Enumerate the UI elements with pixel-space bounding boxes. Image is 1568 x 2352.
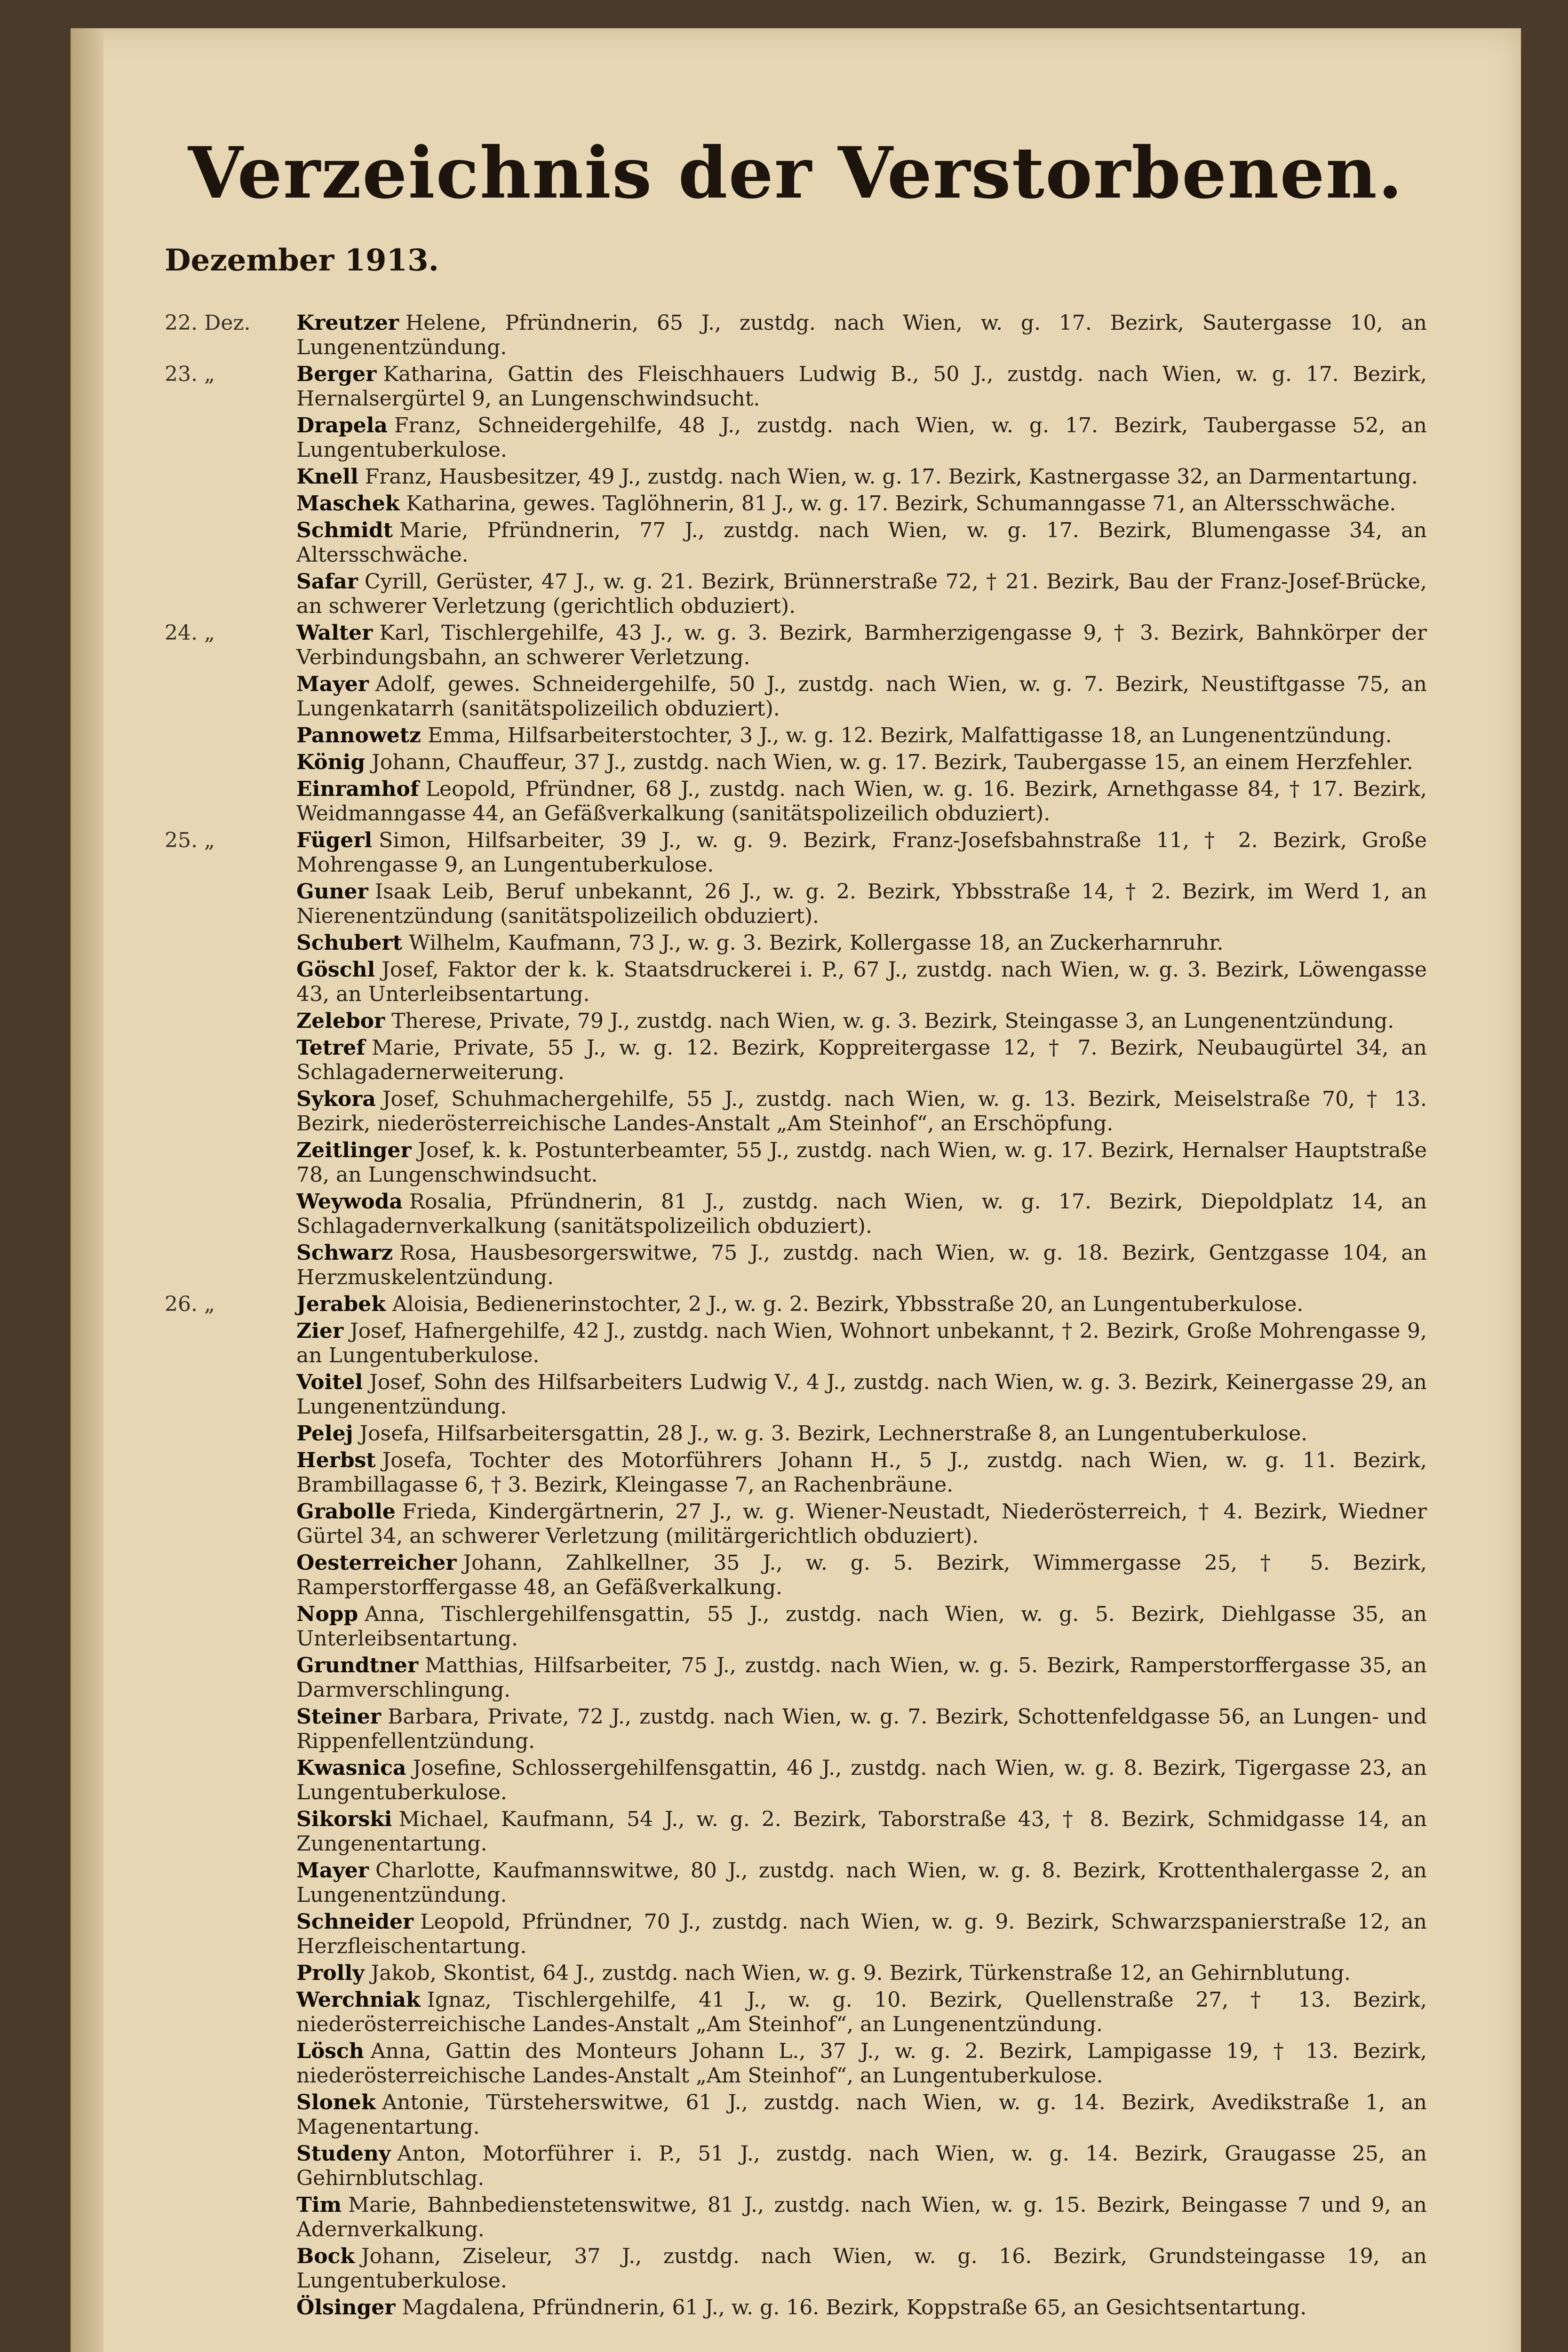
deceased-surname: Mayer — [296, 1859, 369, 1883]
deceased-surname: Kwasnica — [296, 1756, 406, 1780]
deceased-surname: Einramhof — [296, 777, 419, 801]
entry-details: Josefa, Hilfsarbeitersgattin, 28 J., w. g. 3. Bezirk, Lechnerstraße 8, an Lungentuberkulose. — [359, 1422, 1308, 1446]
deceased-surname: Grundtner — [296, 1653, 418, 1677]
entry-body — [296, 1910, 1427, 1959]
deceased-surname: Mayer — [296, 672, 369, 696]
register-entry — [165, 570, 1427, 619]
entry-body — [296, 1190, 1427, 1239]
entry-details: Therese, Private, 79 J., zustdg. nach Wien, w. g. 3. Bezirk, Steingasse 3, an Lungenentzündung. — [391, 1009, 1394, 1033]
entry-details: Anna, Tischlergehilfensgattin, 55 J., zustdg. nach Wien, w. g. 5. Bezirk, Diehlgasse 35, an Unterleibsentartung. — [296, 1602, 1427, 1651]
page-title: Verzeichnis der Verstorbenen. — [188, 132, 1404, 215]
entry-body — [296, 1448, 1427, 1497]
register-entry — [165, 777, 1427, 826]
deceased-surname: Schneider — [296, 1910, 414, 1934]
entry-body — [296, 1292, 1427, 1317]
deceased-surname: Sikorski — [296, 1807, 392, 1831]
entry-details: Rosa, Hausbesorgerswitwe, 75 J., zustdg. nach Wien, w. g. 18. Bezirk, Gentzgasse 104, an Herzmuskelentzündung. — [296, 1241, 1427, 1289]
entry-details: Marie, Private, 55 J., w. g. 12. Bezirk, Koppreitergasse 12, † 7. Bezirk, Neubaugürtel 34, an Schlagadernerweiterung. — [296, 1036, 1427, 1084]
entry-details: Wilhelm, Kaufmann, 73 J., w. g. 3. Bezirk, Kollergasse 18, an Zuckerharnruhr. — [408, 931, 1224, 955]
deceased-surname: Göschl — [296, 958, 375, 982]
register-entry — [165, 1756, 1427, 1805]
register-entry — [165, 1653, 1427, 1702]
register-entry — [165, 1319, 1427, 1368]
register-entry — [165, 1422, 1427, 1446]
entry-details: Josef, Faktor der k. k. Staatsdruckerei i. P., 67 J., zustdg. nach Wien, w. g. 3. Bezirk, Löwengasse 43, an Unterleibsentartung. — [296, 958, 1427, 1006]
deceased-surname: Weywoda — [296, 1190, 403, 1214]
register-entry — [165, 958, 1427, 1007]
month-heading: Dezember 1913. — [165, 243, 439, 278]
deceased-surname: Prolly — [296, 1961, 365, 1985]
entry-body — [296, 311, 1427, 360]
entry-body — [296, 2193, 1427, 2242]
entry-details: Charlotte, Kaufmannswitwe, 80 J., zustdg. nach Wien, w. g. 8. Bezirk, Krottenthalergasse 2, an Lungenentzündung. — [296, 1859, 1427, 1907]
register-entry — [165, 1910, 1427, 1959]
register-entry — [165, 1448, 1427, 1497]
deceased-surname: Maschek — [296, 492, 400, 516]
entry-details: Johann, Ziseleur, 37 J., zustdg. nach Wien, w. g. 16. Bezirk, Grundsteingasse 19, an Lungentuberkulose. — [296, 2244, 1427, 2293]
register-entry — [165, 880, 1427, 929]
deceased-surname: Voitel — [296, 1370, 363, 1394]
register-entry — [165, 2296, 1427, 2320]
entry-details: Barbara, Private, 72 J., zustdg. nach Wien, w. g. 7. Bezirk, Schottenfeldgasse 56, an Lungen- und Rippenfellentzündung. — [296, 1705, 1427, 1753]
register-entry — [165, 1705, 1427, 1754]
entry-details: Cyrill, Gerüster, 47 J., w. g. 21. Bezirk, Brünnerstraße 72, † 21. Bezirk, Bau der Franz-Josef-Brücke, an schwerer Verletzung (gerichtlich obduziert). — [296, 570, 1427, 618]
entry-body — [296, 1422, 1427, 1446]
register-entry — [165, 2193, 1427, 2242]
deceased-surname: Knell — [296, 465, 358, 489]
entry-details: Anna, Gattin des Monteurs Johann L., 37 J., w. g. 2. Bezirk, Lampigasse 19, † 13. Bezirk, niederösterreichische Landes-Anstalt „Am Steinhof“, an Lungentuberkulose. — [296, 2039, 1427, 2088]
entry-details: Frieda, Kindergärtnerin, 27 J., w. g. Wiener-Neustadt, Niederösterreich, † 4. Bezirk, Wiedner Gürtel 34, an schwerer Verletzung (militärgerichtlich obduziert). — [296, 1500, 1427, 1548]
register-entry — [165, 2244, 1427, 2293]
deceased-surname: Tetref — [296, 1036, 366, 1060]
entry-body — [296, 672, 1427, 721]
entry-date: 22. Dez. — [165, 311, 251, 335]
entry-body — [296, 1807, 1427, 1856]
deceased-surname: Sykora — [296, 1087, 376, 1111]
deceased-surname: Fügerl — [296, 828, 373, 852]
deceased-surname: Steiner — [296, 1705, 381, 1729]
register-entry — [165, 931, 1427, 955]
entry-details: Katharina, gewes. Taglöhnerin, 81 J., w. g. 17. Bezirk, Schumanngasse 71, an Altersschwäche. — [406, 492, 1396, 516]
entry-body — [296, 880, 1427, 929]
register-entry — [165, 362, 1427, 411]
entry-details: Aloisia, Bedienerinstochter, 2 J., w. g. 2. Bezirk, Ybbsstraße 20, an Lungentuberkulose. — [392, 1292, 1304, 1316]
entry-details: Anton, Motorführer i. P., 51 J., zustdg. nach Wien, w. g. 14. Bezirk, Graugasse 25, an Gehirnblutschlag. — [296, 2142, 1427, 2190]
entry-body — [296, 570, 1427, 619]
entry-body — [296, 777, 1427, 826]
register-entry — [165, 2090, 1427, 2139]
entry-details: Emma, Hilfsarbeiterstochter, 3 J., w. g. 12. Bezirk, Malfattigasse 18, an Lungenentzündung. — [427, 723, 1392, 747]
entry-details: Helene, Pfründnerin, 65 J., zustdg. nach Wien, w. g. 17. Bezirk, Sautergasse 10, an Lungenentzündung. — [296, 311, 1427, 359]
entry-details: Magdalena, Pfründnerin, 61 J., w. g. 16. Bezirk, Koppstraße 65, an Gesichtsentartung. — [402, 2296, 1307, 2320]
register-entry — [165, 1036, 1427, 1085]
deceased-surname: Guner — [296, 880, 368, 904]
entry-body — [296, 723, 1427, 748]
entry-date: 25. „ — [165, 828, 215, 852]
entry-body — [296, 1653, 1427, 1702]
entry-details: Franz, Hausbesitzer, 49 J., zustdg. nach Wien, w. g. 17. Bezirk, Kastnergasse 32, an Darmentartung. — [365, 465, 1418, 489]
entry-body — [296, 1859, 1427, 1907]
death-register-list — [165, 311, 1427, 2320]
register-entry — [165, 1602, 1427, 1651]
entry-body — [296, 2142, 1427, 2191]
deceased-surname: Grabolle — [296, 1500, 396, 1524]
entry-body — [296, 1138, 1427, 1187]
entry-details: Marie, Bahnbedienstetenswitwe, 81 J., zustdg. nach Wien, w. g. 15. Bezirk, Beingasse 7 und 9, an Adernverkalkung. — [296, 2193, 1427, 2241]
entry-details: Adolf, gewes. Schneidergehilfe, 50 J., zustdg. nach Wien, w. g. 7. Bezirk, Neustiftgasse 75, an Lungenkatarrh (sanitätspolizeilich obduziert). — [296, 672, 1427, 721]
register-entry — [165, 1138, 1427, 1187]
register-entry — [165, 413, 1427, 462]
entry-details: Leopold, Pfründner, 70 J., zustdg. nach Wien, w. g. 9. Bezirk, Schwarzspanierstraße 12, an Herzfleischentartung. — [296, 1910, 1427, 1958]
entry-body — [296, 465, 1427, 489]
entry-details: Isaak Leib, Beruf unbekannt, 26 J., w. g. 2. Bezirk, Ybbsstraße 14, † 2. Bezirk, im Werd 1, an Nierenentzündung (sanitätspolizeilich obduziert). — [296, 880, 1427, 928]
register-entry — [165, 1370, 1427, 1419]
entry-details: Karl, Tischlergehilfe, 43 J., w. g. 3. Bezirk, Barmherzigengasse 9, † 3. Bezirk, Bahnkörper der Verbindungsbahn, an schwerer Verletzung. — [296, 621, 1427, 669]
deceased-surname: Schubert — [296, 931, 402, 955]
register-entry — [165, 1961, 1427, 1986]
register-entry — [165, 723, 1427, 748]
deceased-surname: Schwarz — [296, 1241, 393, 1265]
entry-date: 26. „ — [165, 1292, 215, 1316]
entry-body — [296, 1036, 1427, 1085]
deceased-surname: Schmidt — [296, 518, 393, 542]
deceased-surname: Zeitlinger — [296, 1138, 412, 1162]
register-entry — [165, 1241, 1427, 1290]
register-entry — [165, 672, 1427, 721]
entry-body — [296, 1241, 1427, 1290]
deceased-surname: Pannowetz — [296, 723, 421, 747]
register-entry — [165, 828, 1427, 877]
register-entry — [165, 2142, 1427, 2191]
entry-details: Katharina, Gattin des Fleischhauers Ludwig B., 50 J., zustdg. nach Wien, w. g. 17. Bezirk, Hernalsergürtel 9, an Lungenschwindsucht. — [296, 362, 1427, 411]
entry-details: Antonie, Türsteherswitwe, 61 J., zustdg. nach Wien, w. g. 14. Bezirk, Avedikstraße 1, an Magenentartung. — [296, 2090, 1427, 2139]
entry-body — [296, 750, 1427, 775]
register-entry — [165, 311, 1427, 360]
register-entry — [165, 1009, 1427, 1033]
entry-details: Rosalia, Pfründnerin, 81 J., zustdg. nach Wien, w. g. 17. Bezirk, Diepoldplatz 14, an Schlagadernverkalkung (sanitätspolizeilich obduziert). — [296, 1190, 1427, 1238]
deceased-surname: Drapela — [296, 413, 388, 437]
entry-details: Josef, Schuhmachergehilfe, 55 J., zustdg. nach Wien, w. g. 13. Bezirk, Meiselstraße 70, † 13. Bezirk, niederösterreichische Landes-Anstalt „Am Steinhof“, an Erschöpfung. — [296, 1087, 1427, 1136]
register-entry — [165, 1190, 1427, 1239]
deceased-surname: Safar — [296, 570, 358, 594]
entry-body — [296, 1961, 1427, 1986]
entry-details: Marie, Pfründnerin, 77 J., zustdg. nach Wien, w. g. 17. Bezirk, Blumengasse 34, an Altersschwäche. — [296, 518, 1427, 567]
entry-body — [296, 2090, 1427, 2139]
entry-body — [296, 1551, 1427, 1600]
entry-body — [296, 2244, 1427, 2293]
deceased-surname: Kreutzer — [296, 311, 399, 335]
register-entry — [165, 492, 1427, 516]
register-entry — [165, 1807, 1427, 1856]
entry-date: 23. „ — [165, 362, 215, 386]
register-entry — [165, 1087, 1427, 1136]
entry-body — [296, 1087, 1427, 1136]
deceased-surname: Zelebor — [296, 1009, 385, 1033]
entry-body — [296, 1319, 1427, 1368]
entry-body — [296, 1988, 1427, 2037]
entry-details: Josef, Hafnergehilfe, 42 J., zustdg. nach Wien, Wohnort unbekannt, † 2. Bezirk, Große Mohrengasse 9, an Lungentuberkulose. — [296, 1319, 1427, 1367]
deceased-surname: Ölsinger — [296, 2296, 396, 2320]
deceased-surname: Berger — [296, 362, 377, 386]
entry-body — [296, 518, 1427, 567]
entry-details: Josef, Sohn des Hilfsarbeiters Ludwig V., 4 J., zustdg. nach Wien, w. g. 3. Bezirk, Keinergasse 29, an Lungenentzündung. — [296, 1370, 1427, 1419]
entry-date: 24. „ — [165, 621, 215, 645]
deceased-surname: Oesterreicher — [296, 1551, 457, 1575]
deceased-surname: Slonek — [296, 2090, 376, 2114]
deceased-surname: Nopp — [296, 1602, 358, 1626]
entry-details: Simon, Hilfsarbeiter, 39 J., w. g. 9. Bezirk, Franz-Josefsbahnstraße 11, † 2. Bezirk, Große Mohrengasse 9, an Lungentuberkulose. — [296, 828, 1427, 877]
register-entry — [165, 465, 1427, 489]
deceased-surname: Bock — [296, 2244, 355, 2268]
entry-details: Johann, Zahlkellner, 35 J., w. g. 5. Bezirk, Wimmergasse 25, † 5. Bezirk, Ramperstorffergasse 48, an Gefäßverkalkung. — [296, 1551, 1427, 1599]
deceased-surname: Walter — [296, 621, 373, 645]
entry-details: Ignaz, Tischlergehilfe, 41 J., w. g. 10. Bezirk, Quellenstraße 27, † 13. Bezirk, niederösterreichische Landes-Anstalt „Am Steinhof“, an Lungenentzündung. — [296, 1988, 1427, 2036]
register-entry — [165, 1988, 1427, 2037]
entry-details: Leopold, Pfründner, 68 J., zustdg. nach Wien, w. g. 16. Bezirk, Arnethgasse 84, † 17. Bezirk, Weidmanngasse 44, an Gefäßverkalkung (sanitätspolizeilich obduziert). — [296, 777, 1427, 826]
entry-details: Johann, Chauffeur, 37 J., zustdg. nach Wien, w. g. 17. Bezirk, Taubergasse 15, an einem Herzfehler. — [372, 750, 1413, 774]
entry-details: Josef, k. k. Postunterbeamter, 55 J., zustdg. nach Wien, w. g. 17. Bezirk, Hernalser Hauptstraße 78, an Lungenschwindsucht. — [296, 1138, 1427, 1187]
entry-body — [296, 1009, 1427, 1033]
register-entry — [165, 518, 1427, 567]
deceased-surname: König — [296, 750, 366, 774]
deceased-surname: Zier — [296, 1319, 344, 1343]
deceased-surname: Werchniak — [296, 1988, 421, 2012]
register-entry — [165, 1500, 1427, 1549]
deceased-surname: Herbst — [296, 1448, 376, 1472]
register-entry — [165, 621, 1427, 670]
deceased-surname: Lösch — [296, 2039, 364, 2063]
entry-details: Josefa, Tochter des Motorführers Johann H., 5 J., zustdg. nach Wien, w. g. 11. Bezirk, Brambillagasse 6, † 3. Bezirk, Kleingasse 7, an Rachenbräune. — [296, 1448, 1427, 1497]
document-page — [71, 28, 1521, 2352]
entry-body — [296, 1705, 1427, 1754]
entry-details: Franz, Schneidergehilfe, 48 J., zustdg. nach Wien, w. g. 17. Bezirk, Taubergasse 52, an Lungentuberkulose. — [296, 413, 1427, 462]
entry-body — [296, 1500, 1427, 1549]
entry-body — [296, 1370, 1427, 1419]
register-entry — [165, 2039, 1427, 2088]
entry-details: Matthias, Hilfsarbeiter, 75 J., zustdg. nach Wien, w. g. 5. Bezirk, Ramperstorffergasse 35, an Darmverschlingung. — [296, 1653, 1427, 1702]
deceased-surname: Studeny — [296, 2142, 391, 2166]
entry-body — [296, 362, 1427, 411]
entry-body — [296, 1756, 1427, 1805]
entry-body — [296, 1602, 1427, 1651]
register-entry — [165, 750, 1427, 775]
register-entry — [165, 1551, 1427, 1600]
entry-details: Jakob, Skontist, 64 J., zustdg. nach Wien, w. g. 9. Bezirk, Türkenstraße 12, an Gehirnblutung. — [371, 1961, 1351, 1985]
entry-body — [296, 621, 1427, 670]
page-gutter — [71, 28, 103, 2352]
entry-body — [296, 958, 1427, 1007]
register-entry — [165, 1859, 1427, 1907]
deceased-surname: Tim — [296, 2193, 342, 2217]
deceased-surname: Pelej — [296, 1422, 353, 1446]
entry-body — [296, 931, 1427, 955]
entry-body — [296, 828, 1427, 877]
entry-body — [296, 2039, 1427, 2088]
entry-body — [296, 2296, 1427, 2320]
entry-details: Josefine, Schlossergehilfensgattin, 46 J., zustdg. nach Wien, w. g. 8. Bezirk, Tigergasse 23, an Lungentuberkulose. — [296, 1756, 1427, 1804]
entry-details: Michael, Kaufmann, 54 J., w. g. 2. Bezirk, Taborstraße 43, † 8. Bezirk, Schmidgasse 14, an Zungenentartung. — [296, 1807, 1427, 1856]
register-entry — [165, 1292, 1427, 1317]
deceased-surname: Jerabek — [296, 1292, 386, 1316]
entry-body — [296, 413, 1427, 462]
entry-body — [296, 492, 1427, 516]
